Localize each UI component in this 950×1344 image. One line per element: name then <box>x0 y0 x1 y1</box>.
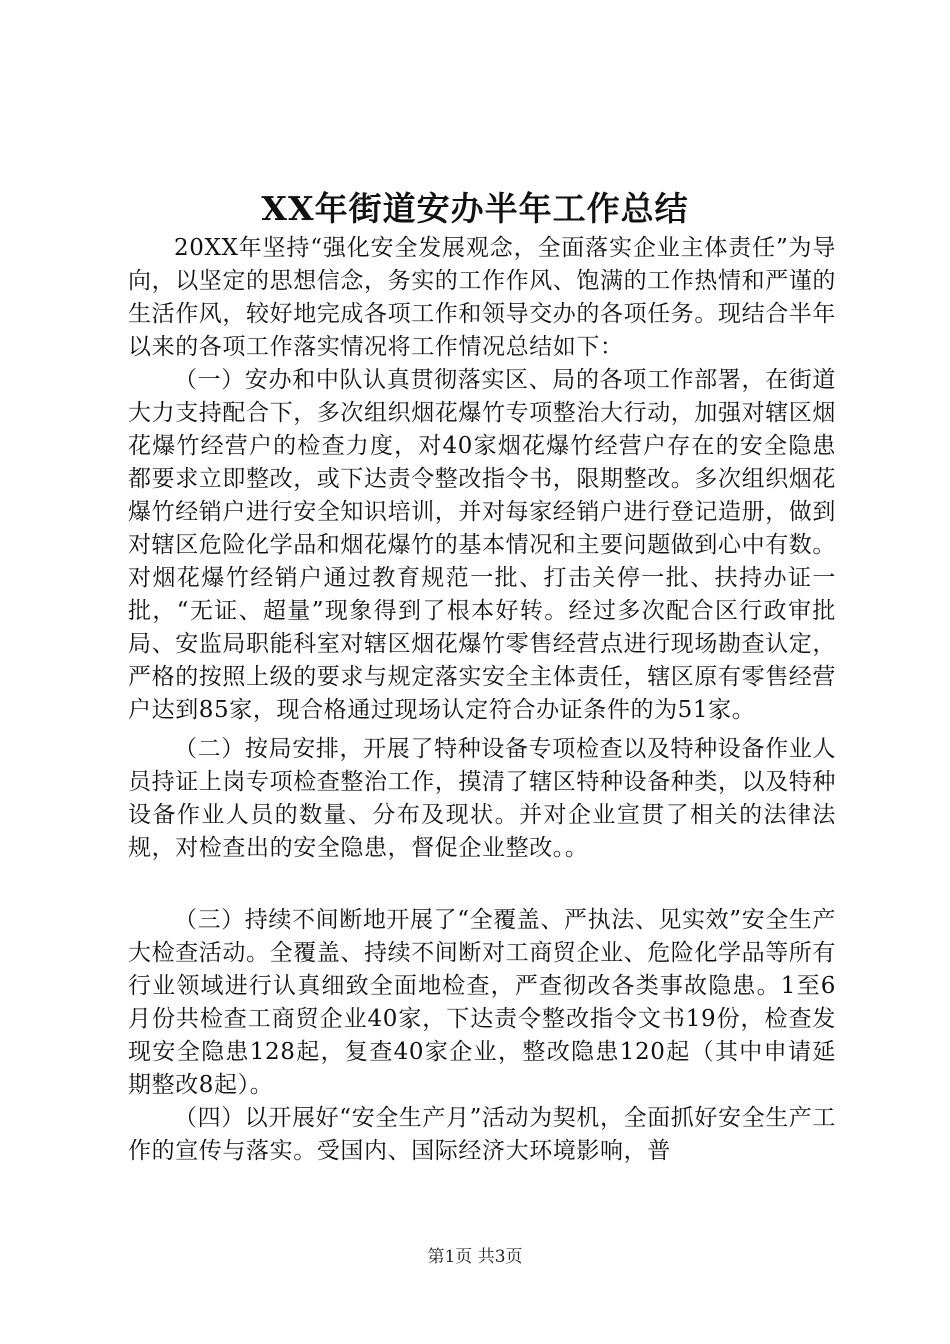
intro-paragraph: 20XX年坚持“强化安全发展观念，全面落实企业主体责任”为导向，以坚定的思想信念，务实的工作作风、饱满的工作热情和严谨的生活作风，较好地完成各项工作和领导交办的各项任务。现结合半年以来的各项工作落实情况将工作情况总结如下： <box>128 235 836 360</box>
section-3-paragraph: （三）持续不间断地开展了“全覆盖、严执法、见实效”安全生产大检查活动。全覆盖、持续不间断对工商贸企业、危险化学品等所有行业领域进行认真细致全面地检查，严查彻改各类事故隐患。1至6月份共检查工商贸企业40家，下达责令整改指令文书19份，检查发现安全隐患128起，复查40家企业，整改隐患120起（其中申请延期整改8起）。 <box>128 907 836 1098</box>
document-title: XX年街道安办半年工作总结 <box>261 189 689 228</box>
section-2-paragraph: （二）按局安排，开展了特种设备专项检查以及特种设备作业人员持证上岗专项检查整治工作，摸清了辖区特种设备种类，以及特种设备作业人员的数量、分布及现状。并对企业宣贯了相关的法律法规，对检查出的安全隐患，督促企业整改。。 <box>128 736 836 861</box>
document-body <box>128 232 836 1168</box>
section-4-paragraph: （四）以开展好“安全生产月”活动为契机，全面抓好安全生产工作的宣传与落实。受国内、国际经济大环境影响，普 <box>128 1105 836 1164</box>
page-number-footer: 第1页 共3页 <box>427 1247 523 1267</box>
section-1-paragraph: （一）安办和中队认真贯彻落实区、局的各项工作部署，在街道大力支持配合下，多次组织烟花爆竹专项整治大行动，加强对辖区烟花爆竹经营户的检查力度，对40家烟花爆竹经营户存在的安全隐患都要求立即整改，或下达责令整改指令书，限期整改。多次组织烟花爆竹经销户进行安全知识培训，并对每家经销户进行登记造册，做到对辖区危险化学品和烟花爆竹的基本情况和主要问题做到心中有数。对烟花爆竹经销户通过教育规范一批、打击关停一批、扶持办证一批，“无证、超量”现象得到了根本好转。经过多次配合区行政审批局、安监局职能科室对辖区烟花爆竹零售经营点进行现场勘查认定，严格的按照上级的要求与规定落实安全主体责任，辖区原有零售经营户达到85家，现合格通过现场认定符合办证条件的为51家。 <box>128 367 836 723</box>
